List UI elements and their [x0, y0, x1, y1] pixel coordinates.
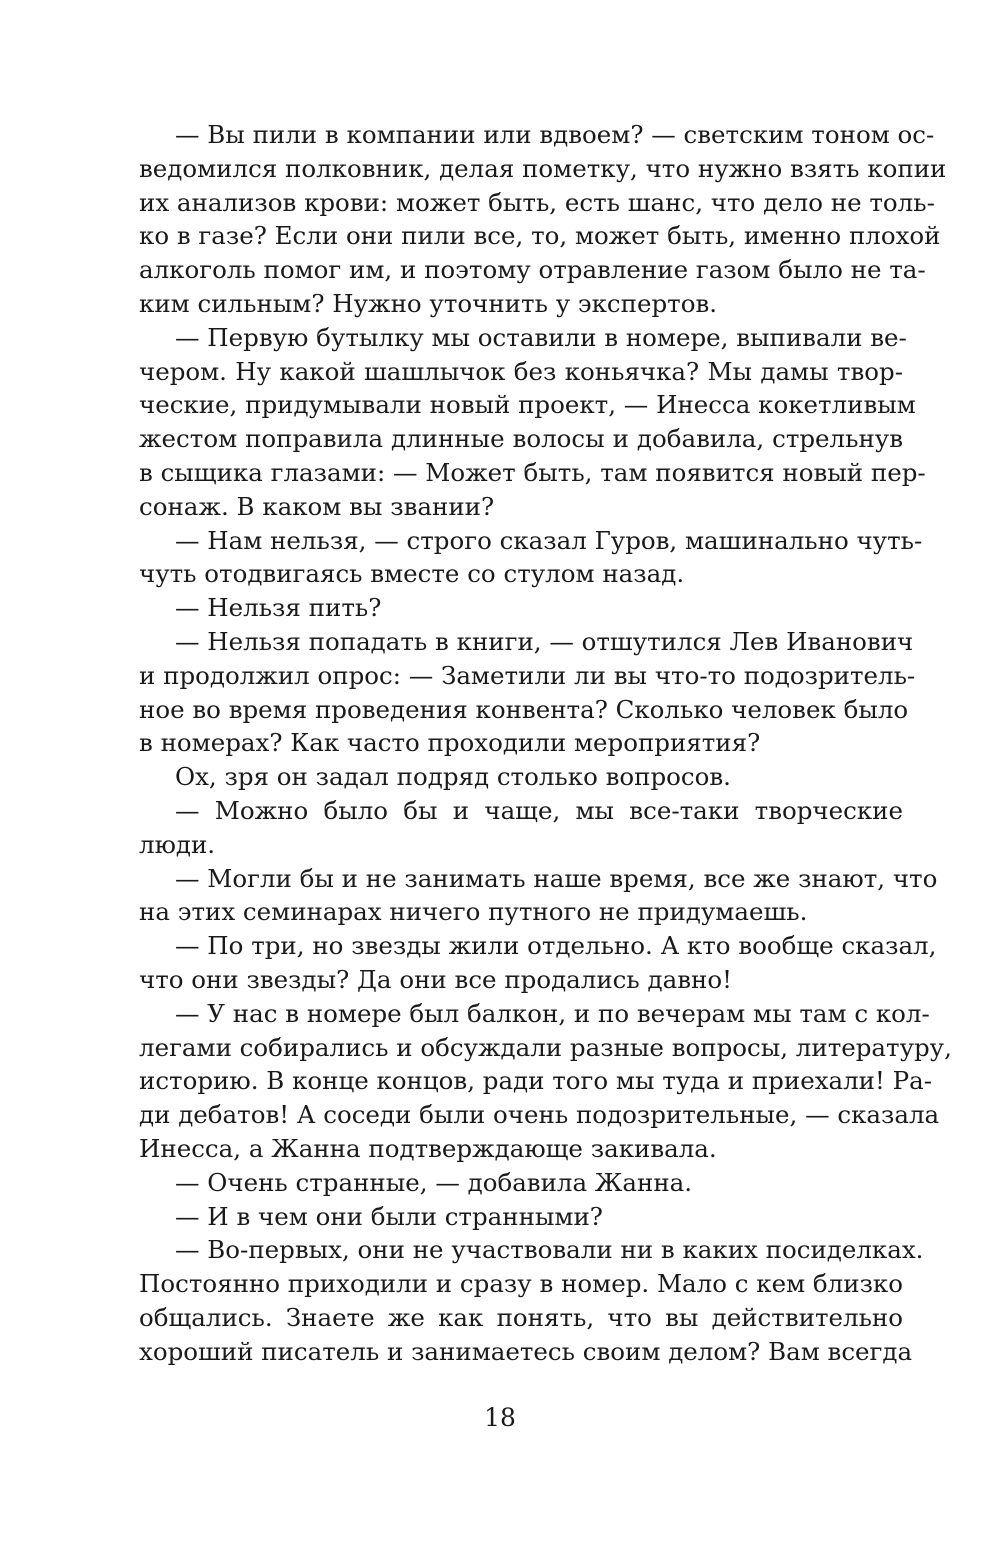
text-line: — И в чем они были странными?: [175, 1201, 603, 1231]
text-line: — Очень странные, — добавила Жанна.: [175, 1167, 693, 1197]
text-line: — Можно было бы и чаще, мы все-таки творческие: [175, 795, 903, 825]
text-line: — У нас в номере был балкон, и по вечерам мы там с кол-: [175, 998, 930, 1028]
text-line: в сыщика глазами: — Может быть, там появится новый пер-: [139, 457, 926, 487]
text-line: ведомился полковник, делая пометку, что нужно взять копии: [139, 153, 947, 183]
text-line: люди.: [139, 829, 216, 859]
text-line: хороший писатель и занимаетесь своим делом? Вам всегда: [139, 1336, 913, 1366]
text-line: — Нельзя пить?: [175, 593, 382, 623]
text-line: что они звезды? Да они все продались давно!: [139, 964, 732, 994]
text-line: — Нам нельзя, — строго сказал Гуров, машинально чуть-: [175, 525, 923, 555]
text-line: ди дебатов! А соседи были очень подозрительные, — сказала: [139, 1100, 940, 1130]
text-line: Ох, зря он задал подряд столько вопросов.: [175, 762, 731, 792]
text-line: — Могли бы и не занимать наше время, все же знают, что: [175, 863, 938, 893]
text-line: историю. В конце концов, ради того мы туда и приехали! Ра-: [139, 1066, 933, 1096]
text-line: ное во время проведения конвента? Сколько человек было: [139, 694, 909, 724]
text-line: — Первую бутылку мы оставили в номере, выпивали ве-: [175, 322, 907, 352]
text-line: и продолжил опрос: — Заметили ли вы что-то подозритель-: [139, 660, 916, 690]
text-line: — Вы пили в компании или вдвоем? — светским тоном ос-: [175, 120, 935, 149]
page-number: 18: [484, 1403, 516, 1432]
text-line: жестом поправила длинные волосы и добавила, стрельнув: [139, 424, 903, 454]
text-line: Постоянно приходили и сразу в номер. Мало с кем близко: [139, 1269, 903, 1299]
text-line: в номерах? Как часто проходили мероприятия?: [139, 728, 761, 758]
text-line: — Нельзя попадать в книги, — отшутился Лев Иванович: [175, 626, 914, 656]
text-line: — По три, но звезды жили отдельно. А кто вообще сказал,: [175, 931, 937, 961]
body-text: [139, 118, 952, 1368]
text-line: сонаж. В каком вы звании?: [139, 491, 495, 521]
text-line: — Во-первых, они не участвовали ни в каких посиделках.: [175, 1235, 924, 1265]
text-line: чером. Ну какой шашлычок без коньячка? Мы дамы твор-: [139, 356, 903, 386]
text-line: алкоголь помог им, и поэтому отравление газом было не та-: [139, 255, 926, 285]
text-line: легами собирались и обсуждали разные вопросы, литературу,: [139, 1032, 952, 1062]
text-line: ким сильным? Нужно уточнить у экспертов.: [139, 288, 718, 318]
text-line: ческие, придумывали новый проект, — Инесса кокетливым: [139, 390, 916, 420]
text-line: их анализов крови: может быть, есть шанс, что дело не толь-: [139, 187, 935, 217]
text-line: ко в газе? Если они пили все, то, может быть, именно плохой: [139, 221, 941, 251]
text-line: Инесса, а Жанна подтверждающе закивала.: [139, 1133, 717, 1163]
text-line: чуть отодвигаясь вместе со стулом назад.: [139, 559, 685, 589]
text-line: на этих семинарах ничего путного не придумаешь.: [139, 897, 808, 927]
text-line: общались. Знаете же как понять, что вы действительно: [139, 1302, 903, 1332]
